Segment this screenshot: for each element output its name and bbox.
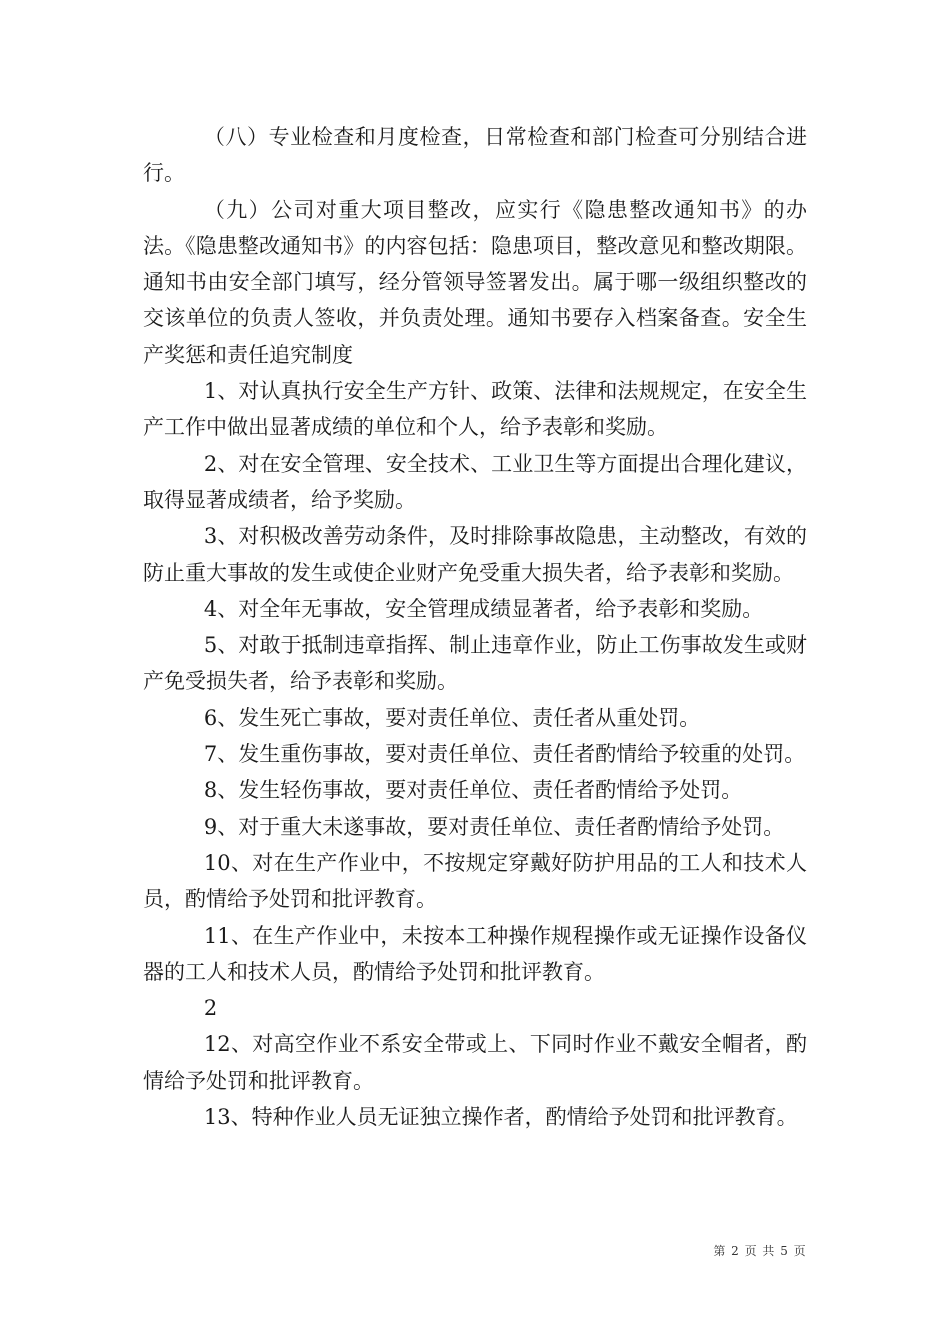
rule-item-6: 6、发生死亡事故，要对责任单位、责任者从重处罚。 <box>203 705 701 730</box>
rule-item-10: 10、对在生产作业中，不按规定穿戴好防护用品的工人和技术人员，酌情给予处罚和批评教育。 <box>143 850 807 912</box>
rule-item-9: 9、对于重大未遂事故，要对责任单位、责任者酌情给予处罚。 <box>203 814 785 839</box>
rule-item-13: 13、特种作业人员无证独立操作者，酌情给予处罚和批评教育。 <box>203 1105 798 1130</box>
rule-item-11: 11、在生产作业中，未按本工种操作规程操作或无证操作设备仪器的工人和技术人员，酌情给予处罚和批评教育。 <box>143 923 807 984</box>
document-page <box>143 119 807 1135</box>
rule-item-4: 4、对全年无事故，安全管理成绩显著者，给予表彰和奖励。 <box>203 596 764 621</box>
paragraph-8-inspection-combination: （八）专业检查和月度检查，日常检查和部门检查可分别结合进行。 <box>143 125 807 186</box>
rule-item-5: 5、对敢于抵制违章指挥、制止违章作业，防止工伤事故发生或财产免受损失者，给予表彰和奖励。 <box>143 633 807 694</box>
rule-item-7: 7、发生重伤事故，要对责任单位、责任者酌情给予较重的处罚。 <box>203 742 806 767</box>
rule-item-2: 2、对在安全管理、安全技术、工业卫生等方面提出合理化建议，取得显著成绩者，给予奖励。 <box>143 451 807 512</box>
page-footer-indicator: 第 2 页 共 5 页 <box>713 1244 807 1258</box>
paragraph-9-rectification-notice: （九）公司对重大项目整改，应实行《隐患整改通知书》的办法。《隐患整改通知书》的内容包括：隐患项目，整改意见和整改期限。通知书由安全部门填写，经分管领导签署发出。属于哪一级组织整改的交该单位的负责人签收，并负责处理。通知书要存入档案备查。安全生产奖惩和责任追究制度 <box>143 197 807 367</box>
rule-item-3: 3、对积极改善劳动条件，及时排除事故隐患，主动整改，有效的防止重大事故的发生或使企业财产免受重大损失者，给予表彰和奖励。 <box>143 524 807 585</box>
rule-item-12: 12、对高空作业不系安全带或上、下同时作业不戴安全帽者，酌情给予处罚和批评教育。 <box>143 1032 807 1093</box>
rule-item-8: 8、发生轻伤事故，要对责任单位、责任者酌情给予处罚。 <box>203 778 743 803</box>
rule-item-1: 1、对认真执行安全生产方针、政策、法律和法规规定，在安全生产工作中做出显著成绩的单位和个人，给予表彰和奖励。 <box>143 379 807 440</box>
inline-page-number: 2 <box>203 996 218 1021</box>
